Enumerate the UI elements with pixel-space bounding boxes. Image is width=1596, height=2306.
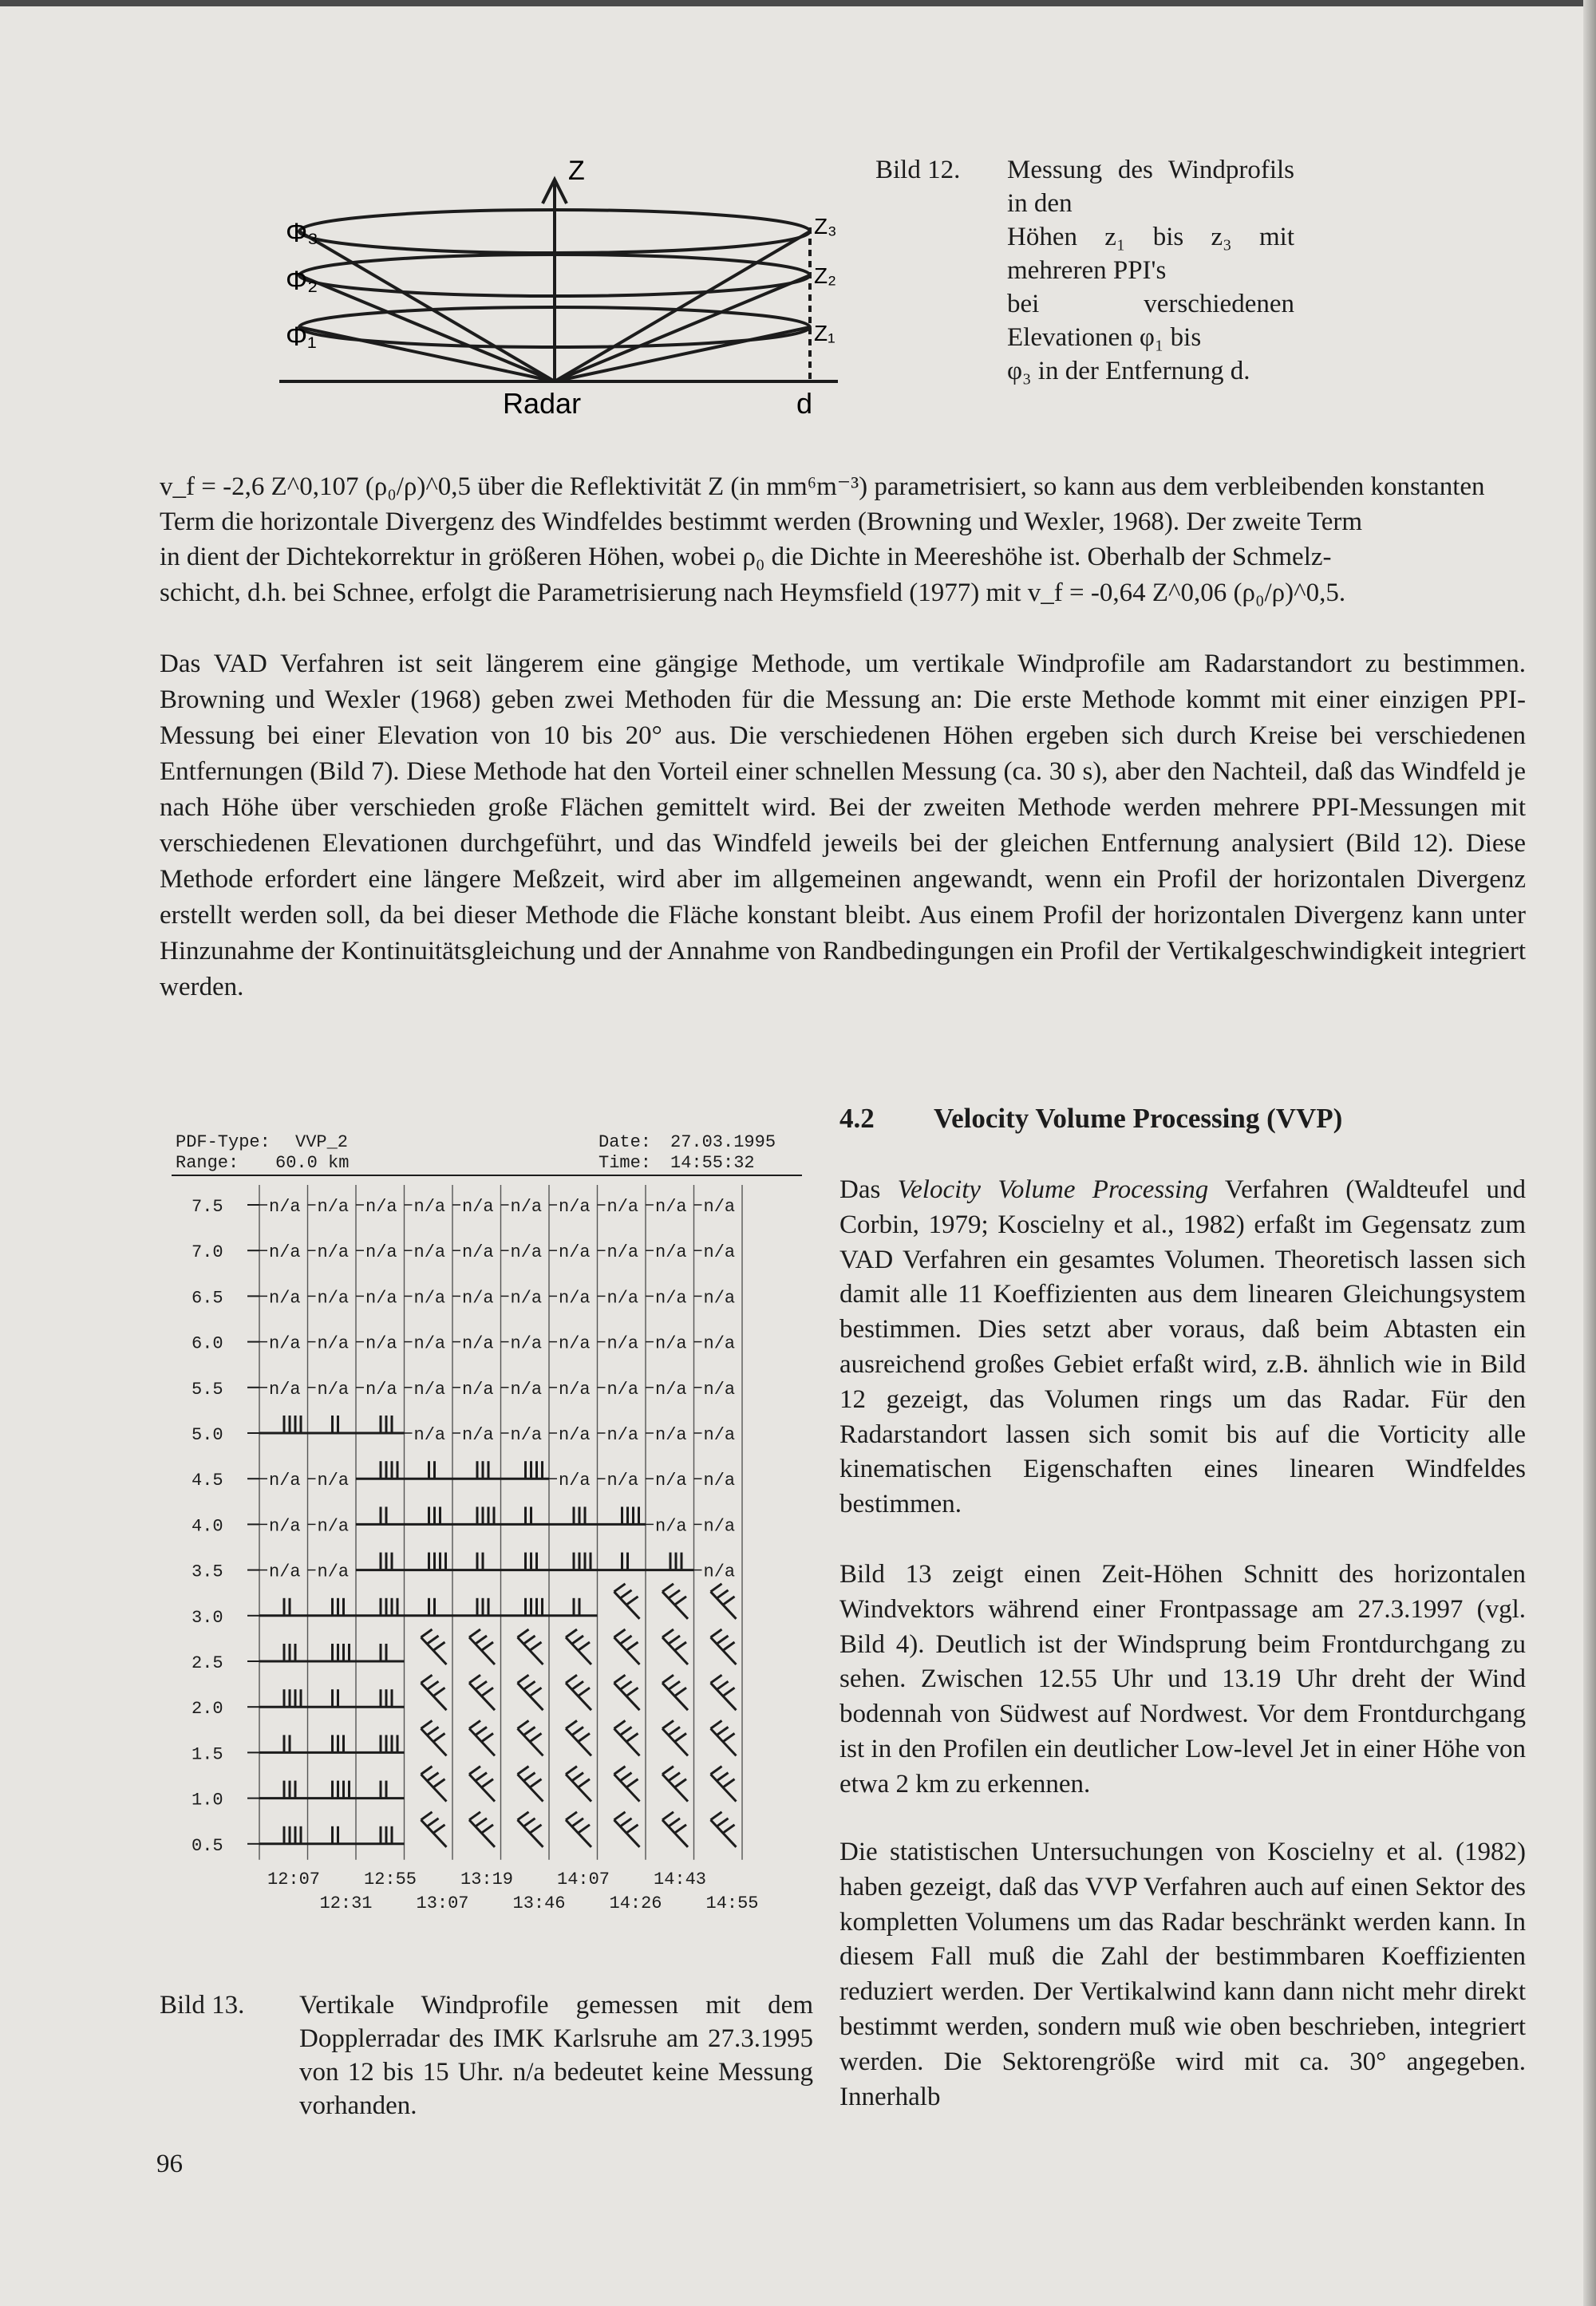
na-mark: n/a [462, 1242, 494, 1263]
figure-13-label: Bild 13. [160, 1991, 245, 2020]
na-mark: n/a [365, 1242, 397, 1263]
wind-barb-feather [711, 1629, 722, 1637]
wind-barb-feather [421, 1767, 433, 1775]
z1-label: Z₁ [814, 321, 836, 346]
na-mark: n/a [606, 1379, 639, 1400]
na-mark: n/a [413, 1379, 446, 1400]
wind-barb-feather [469, 1767, 480, 1775]
range-value: 60.0 km [275, 1153, 350, 1173]
na-mark: n/a [462, 1333, 494, 1354]
wind-barb-feather [614, 1675, 626, 1683]
wind-barb-staff [421, 1775, 447, 1802]
na-mark: n/a [559, 1379, 591, 1400]
wind-barb-staff [566, 1728, 591, 1755]
wind-barb-feather [724, 1688, 735, 1696]
wind-barb-feather [421, 1812, 433, 1820]
scan-top-edge [0, 0, 1596, 6]
na-mark: n/a [703, 1425, 736, 1445]
time-label: Time: [598, 1153, 652, 1173]
na-mark: n/a [413, 1333, 446, 1354]
elev-line-1-left [299, 327, 555, 381]
na-mark: n/a [462, 1379, 494, 1400]
na-mark: n/a [703, 1379, 736, 1400]
wind-barb-feather [627, 1779, 638, 1787]
wind-barb-feather [621, 1590, 632, 1598]
na-mark: n/a [703, 1562, 736, 1582]
wind-barb-feather [428, 1818, 439, 1826]
wind-barb-feather [717, 1818, 729, 1826]
wind-barb-staff [518, 1637, 543, 1664]
y-tick-label: 6.0 [192, 1333, 223, 1354]
wind-barb-feather [476, 1818, 487, 1826]
wind-barb-feather [476, 1636, 487, 1644]
wind-barb-feather [662, 1767, 674, 1775]
na-mark: n/a [559, 1471, 591, 1491]
wind-barb-feather [724, 1642, 735, 1650]
wind-barb-feather [579, 1825, 590, 1833]
y-tick-label: 7.5 [192, 1197, 223, 1217]
wind-barb-feather [421, 1720, 433, 1728]
wind-barb-feather [724, 1779, 735, 1787]
wind-barb-feather [669, 1590, 680, 1598]
elev-line-1-right [555, 327, 810, 381]
x-tick-label-upper: 12:55 [364, 1869, 417, 1889]
wind-barb-feather [724, 1597, 735, 1605]
na-mark: n/a [703, 1471, 736, 1491]
na-mark: n/a [655, 1197, 687, 1217]
figure-12-caption-line: bei verschiedenen Elevationen φ₁ bis [1007, 290, 1294, 352]
wind-barb-feather [476, 1727, 487, 1735]
wind-barb-staff [711, 1683, 737, 1710]
axis-z-label: Z [568, 156, 585, 186]
na-mark: n/a [655, 1333, 687, 1354]
wind-barb-staff [711, 1637, 737, 1664]
wind-barb-feather [675, 1733, 686, 1741]
na-mark: n/a [269, 1379, 301, 1400]
figure-12-diagram [263, 156, 870, 431]
wind-barb-feather [469, 1675, 480, 1683]
wind-barb-feather [524, 1636, 535, 1644]
na-mark: n/a [462, 1197, 494, 1217]
x-tick-label-upper: 14:43 [654, 1869, 707, 1889]
wind-barb-feather [662, 1675, 674, 1683]
wind-barb-staff [469, 1820, 495, 1847]
section-number: 4.2 [839, 1103, 875, 1134]
y-tick-label: 3.5 [192, 1562, 223, 1582]
wind-barb-feather [572, 1681, 583, 1689]
figure-13-caption: Vertikale Windprofile gemessen mit dem Dopplerradar des IMK Karlsruhe am 27.3.1995 von 12 bis 15 Uhr. n/a bedeutet keine Messung vorhanden. [299, 1991, 813, 2120]
wind-barb-feather [675, 1688, 686, 1696]
wind-barb-feather [662, 1720, 674, 1728]
wind-barb-staff [614, 1775, 640, 1802]
wind-barb-feather [669, 1727, 680, 1735]
wind-barb-feather [621, 1636, 632, 1644]
na-mark: n/a [365, 1333, 397, 1354]
wind-barb-feather [621, 1773, 632, 1781]
wind-barb-staff [566, 1775, 591, 1802]
figure-13-wind-profile-chart [168, 1129, 806, 1967]
x-tick-label-upper: 14:07 [557, 1869, 610, 1889]
wind-barb-staff [566, 1820, 591, 1847]
wind-barb-feather [572, 1727, 583, 1735]
wind-barb-feather [572, 1773, 583, 1781]
na-mark: n/a [703, 1197, 736, 1217]
date-value: 27.03.1995 [670, 1132, 776, 1152]
na-mark: n/a [269, 1471, 301, 1491]
wind-barb-feather [421, 1629, 433, 1637]
na-mark: n/a [413, 1197, 446, 1217]
na-mark: n/a [269, 1242, 301, 1263]
scan-right-edge [1583, 0, 1596, 2306]
na-mark: n/a [703, 1333, 736, 1354]
na-mark: n/a [269, 1197, 301, 1217]
wind-barb-staff [518, 1820, 543, 1847]
pdf-type-value: VVP_2 [295, 1132, 349, 1152]
wind-barb-staff [469, 1637, 495, 1664]
na-mark: n/a [269, 1516, 301, 1537]
paragraph-formula [160, 469, 1526, 610]
range-label: Range: [176, 1153, 239, 1173]
na-mark: n/a [703, 1516, 736, 1537]
paragraph-vvp-intro [839, 1173, 1526, 1522]
y-tick-label: 5.0 [192, 1425, 223, 1445]
na-mark: n/a [655, 1242, 687, 1263]
wind-barb-staff [421, 1637, 447, 1664]
wind-barb-feather [518, 1767, 529, 1775]
wind-barb-feather [717, 1727, 729, 1735]
na-mark: n/a [365, 1288, 397, 1309]
na-mark: n/a [365, 1197, 397, 1217]
paragraph-bild13-description: Bild 13 zeigt einen Zeit-Höhen Schnitt des horizontalen Windvektors während einer Frontpassage am 27.3.1997 (vgl. Bild 4). Deutlich ist der Windsprung beim Frontdurchgang zu sehen. Zwischen 12.55 Uhr und 13.19 Uhr dreht der Wind bodennah von Südwest auf Nordwest. Vor dem Frontdurchgang ist in den Profilen ein deutlicher Low-level Jet in einer Höhe von etwa 2 km zu erkennen. [839, 1560, 1526, 1799]
wind-barb-feather [621, 1818, 632, 1826]
na-mark: n/a [510, 1288, 543, 1309]
wind-barb-feather [669, 1818, 680, 1826]
na-mark: n/a [559, 1197, 591, 1217]
na-mark: n/a [317, 1562, 350, 1582]
wind-barb-feather [711, 1812, 722, 1820]
z3-label: Z₃ [814, 214, 837, 239]
wind-barb-feather [476, 1681, 487, 1689]
y-tick-label: 2.5 [192, 1653, 223, 1673]
wind-barb-feather [434, 1733, 445, 1741]
wind-barb-feather [627, 1597, 638, 1605]
wind-barb-feather [482, 1642, 493, 1650]
wind-barb-feather [428, 1636, 439, 1644]
wind-barb-feather [662, 1584, 674, 1592]
date-label: Date: [598, 1132, 652, 1152]
radar-label: Radar [503, 387, 582, 420]
wind-barb-staff [566, 1683, 591, 1710]
wind-barb-feather [675, 1825, 686, 1833]
wind-barb-staff [518, 1728, 543, 1755]
y-tick-label: 1.0 [192, 1790, 223, 1810]
wind-barb-staff [421, 1683, 447, 1710]
y-tick-label: 6.5 [192, 1288, 223, 1309]
elev-line-2-left [299, 275, 555, 381]
na-mark: n/a [703, 1288, 736, 1309]
wind-barb-feather [614, 1584, 626, 1592]
wind-barb-feather [579, 1779, 590, 1787]
wind-barb-staff [711, 1820, 737, 1847]
x-tick-label-lower: 14:55 [705, 1893, 759, 1913]
wind-barb-staff [614, 1728, 640, 1755]
wind-barb-feather [428, 1681, 439, 1689]
wind-barb-feather [482, 1733, 493, 1741]
na-mark: n/a [655, 1425, 687, 1445]
wind-barb-staff [469, 1683, 495, 1710]
x-tick-label-upper: 12:07 [267, 1869, 321, 1889]
wind-barb-feather [675, 1597, 686, 1605]
na-mark: n/a [462, 1425, 494, 1445]
wind-barb-feather [717, 1590, 729, 1598]
wind-barb-feather [518, 1720, 529, 1728]
wind-barb-feather [724, 1733, 735, 1741]
figure-12-caption-line: Höhen z₁ bis z₃ mit mehreren PPI's [1007, 223, 1294, 285]
wind-barb-feather [524, 1681, 535, 1689]
wind-barb-feather [482, 1825, 493, 1833]
wind-barb-staff [518, 1775, 543, 1802]
na-mark: n/a [317, 1333, 350, 1354]
wind-barb-feather [566, 1675, 577, 1683]
na-mark: n/a [510, 1333, 543, 1354]
phi1-label: Φ₁ [286, 322, 317, 352]
wind-barb-feather [428, 1773, 439, 1781]
y-tick-label: 4.0 [192, 1516, 223, 1537]
wind-barb-feather [711, 1720, 722, 1728]
wind-barb-feather [614, 1767, 626, 1775]
wind-barb-feather [476, 1773, 487, 1781]
section-title: Velocity Volume Processing (VVP) [934, 1103, 1343, 1134]
na-mark: n/a [413, 1288, 446, 1309]
na-mark: n/a [606, 1471, 639, 1491]
x-tick-label-lower: 13:46 [512, 1893, 566, 1913]
wind-barb-feather [675, 1642, 686, 1650]
wind-barb-feather [717, 1681, 729, 1689]
na-mark: n/a [655, 1379, 687, 1400]
wind-barb-staff [711, 1592, 737, 1619]
na-mark: n/a [317, 1197, 350, 1217]
wind-barb-feather [711, 1584, 722, 1592]
wind-barb-feather [434, 1688, 445, 1696]
wind-barb-staff [614, 1592, 640, 1619]
z2-label: Z₂ [814, 263, 836, 288]
na-mark: n/a [655, 1471, 687, 1491]
wind-barb-feather [621, 1681, 632, 1689]
wind-barb-feather [518, 1812, 529, 1820]
wind-barb-feather [711, 1675, 722, 1683]
wind-barb-feather [669, 1636, 680, 1644]
figure-12-label: Bild 12. [875, 156, 961, 184]
wind-barb-feather [627, 1642, 638, 1650]
wind-barb-staff [469, 1775, 495, 1802]
wind-barb-feather [614, 1812, 626, 1820]
na-mark: n/a [317, 1516, 350, 1537]
wind-barb-feather [566, 1767, 577, 1775]
wind-barb-staff [662, 1637, 688, 1664]
paragraph-statistics: Die statistischen Untersuchungen von Koscielny et al. (1982) haben gezeigt, daß das VVP Verfahren auch auf einen Sektor des kompletten Volumens um das Radar beschränkt werden kann. In diesem Fall muß die Zahl der bestimmbaren Koeffizienten reduziert werden. Der Vertikalwind kann dann nicht mehr direkt bestimmt werden, sondern muß wie oben beschrieben, integriert werden. Die Sektorengröße wird mit ca. 30° angegeben. Innerhalb [839, 1838, 1526, 2111]
wind-barb-feather [531, 1642, 542, 1650]
na-mark: n/a [606, 1288, 639, 1309]
na-mark: n/a [559, 1242, 591, 1263]
figure-12-caption-line: Messung des Windprofils in den [1007, 156, 1294, 218]
wind-barb-feather [579, 1688, 590, 1696]
wind-barb-feather [531, 1825, 542, 1833]
na-mark: n/a [510, 1379, 543, 1400]
wind-barb-staff [614, 1637, 640, 1664]
wind-barb-feather [717, 1773, 729, 1781]
na-mark: n/a [559, 1425, 591, 1445]
wind-barb-feather [572, 1636, 583, 1644]
y-tick-label: 5.5 [192, 1379, 223, 1400]
wind-barb-plot-area [192, 1185, 759, 1913]
wind-barb-staff [662, 1728, 688, 1755]
na-mark: n/a [462, 1288, 494, 1309]
wind-barb-staff [518, 1683, 543, 1710]
x-tick-label-lower: 13:07 [416, 1893, 469, 1913]
wind-barb-feather [469, 1812, 480, 1820]
time-value: 14:55:32 [670, 1153, 755, 1173]
y-tick-label: 0.5 [192, 1835, 223, 1856]
na-mark: n/a [559, 1333, 591, 1354]
wind-barb-staff [711, 1728, 737, 1755]
na-mark: n/a [606, 1333, 639, 1354]
wind-barb-feather [675, 1779, 686, 1787]
na-mark: n/a [559, 1288, 591, 1309]
distance-d-label: d [796, 387, 813, 420]
na-mark: n/a [655, 1516, 687, 1537]
wind-barb-feather [566, 1720, 577, 1728]
p3-pre: Das [839, 1175, 898, 1204]
elev-line-2-right [555, 275, 810, 381]
wind-barb-feather [614, 1629, 626, 1637]
formula-line-4: schicht, d.h. bei Schnee, erfolgt die Parametrisierung nach Heymsfield (1977) mit v_f = -0,64 Z^0,06 (ρ₀/ρ)^0,5. [160, 578, 1346, 607]
wind-barb-feather [662, 1812, 674, 1820]
na-mark: n/a [317, 1379, 350, 1400]
phi2-label: Φ₂ [286, 266, 318, 296]
wind-barb-staff [566, 1637, 591, 1664]
formula-line-3: in dient der Dichtekorrektur in größeren Höhen, wobei ρ₀ die Dichte in Meereshöhe ist. Oberhalb der Schmelz- [160, 543, 1332, 572]
wind-barb-feather [434, 1642, 445, 1650]
wind-barb-staff [614, 1683, 640, 1710]
na-mark: n/a [317, 1471, 350, 1491]
wind-barb-feather [469, 1629, 480, 1637]
na-mark: n/a [510, 1197, 543, 1217]
wind-barb-staff [469, 1728, 495, 1755]
wind-barb-feather [669, 1773, 680, 1781]
wind-barb-staff [711, 1775, 737, 1802]
wind-barb-feather [421, 1675, 433, 1683]
y-tick-label: 2.0 [192, 1699, 223, 1720]
y-tick-label: 1.5 [192, 1744, 223, 1765]
na-mark: n/a [269, 1562, 301, 1582]
wind-barb-staff [662, 1820, 688, 1847]
wind-barb-feather [627, 1688, 638, 1696]
wind-barb-feather [518, 1675, 529, 1683]
figure-12-caption-line: φ₃ in der Entfernung d. [1007, 357, 1250, 385]
na-mark: n/a [655, 1288, 687, 1309]
wind-barb-staff [662, 1683, 688, 1710]
figure-12-caption [1007, 153, 1294, 388]
wind-barb-staff [662, 1775, 688, 1802]
wind-barb-feather [627, 1825, 638, 1833]
wind-barb-feather [662, 1629, 674, 1637]
wind-barb-feather [724, 1825, 735, 1833]
na-mark: n/a [269, 1288, 301, 1309]
wind-barb-staff [421, 1820, 447, 1847]
na-mark: n/a [703, 1242, 736, 1263]
wind-barb-feather [434, 1825, 445, 1833]
pdf-type-label: PDF-Type: [176, 1132, 271, 1152]
na-mark: n/a [606, 1425, 639, 1445]
na-mark: n/a [606, 1197, 639, 1217]
wind-barb-feather [531, 1733, 542, 1741]
wind-barb-feather [524, 1818, 535, 1826]
wind-barb-feather [524, 1727, 535, 1735]
paragraph-vad: Das VAD Verfahren ist seit längerem eine gängige Methode, um vertikale Windprofile am Radarstandort zu bestimmen. Browning und Wexler (1968) geben zwei Methoden für die Messung an: Die erste Methode kommt mit einer einzigen PPI-Messung bei einer Elevation von 10 bis 20° aus. Die verschiedenen Höhen ergeben sich durch Kreise bei verschiedenen Entfernungen (Bild 7). Diese Methode hat den Vorteil einer schnellen Messung (ca. 30 s), aber den Nachteil, daß das Windfeld je nach Höhe über verschieden große Flächen gemittelt wird. Bei der zweiten Methode werden mehrere PPI-Messungen mit verschiedenen Elevationen durchgeführt, und das Windfeld jeweils bei der gleichen Entfernung analysiert (Bild 12). Diese Methode erfordert eine längere Meßzeit, wird aber im allgemeinen angewandt, wenn ein Profil der horizontalen Divergenz erstellt werden soll, da bei dieser Methode die Fläche konstant bleibt. Aus einem Profil der horizontalen Divergenz kann unter Hinzunahme der Kontinuitätsgleichung und der Annahme von Randbedingungen ein Profil der Vertikalgeschwindigkeit integriert werden. [160, 650, 1526, 1001]
wind-barb-feather [621, 1727, 632, 1735]
na-mark: n/a [413, 1242, 446, 1263]
wind-barb-feather [518, 1629, 529, 1637]
wind-barb-feather [579, 1642, 590, 1650]
x-tick-label-lower: 14:26 [609, 1893, 662, 1913]
wind-barb-feather [566, 1812, 577, 1820]
wind-barb-feather [531, 1688, 542, 1696]
formula-line-2: Term die horizontale Divergenz des Windfeldes bestimmt werden (Browning und Wexler, 1968). Der zweite Term [160, 507, 1363, 537]
wind-barb-staff [662, 1592, 688, 1619]
wind-barb-feather [717, 1636, 729, 1644]
na-mark: n/a [510, 1242, 543, 1263]
wind-barb-staff [614, 1820, 640, 1847]
x-tick-label-lower: 12:31 [319, 1893, 373, 1913]
wind-barb-feather [531, 1779, 542, 1787]
page-number: 96 [156, 2150, 183, 2178]
wind-barb-feather [482, 1688, 493, 1696]
wind-barb-feather [627, 1733, 638, 1741]
wind-barb-feather [566, 1629, 577, 1637]
na-mark: n/a [365, 1379, 397, 1400]
na-mark: n/a [413, 1425, 446, 1445]
y-tick-label: 4.5 [192, 1471, 223, 1491]
p3-emphasis: Velocity Volume Processing [897, 1175, 1209, 1204]
wind-barb-feather [469, 1720, 480, 1728]
y-tick-label: 3.0 [192, 1607, 223, 1628]
y-tick-label: 7.0 [192, 1242, 223, 1263]
wind-barb-feather [524, 1773, 535, 1781]
wind-barb-staff [421, 1728, 447, 1755]
wind-barb-feather [669, 1681, 680, 1689]
p3-post: Verfahren (Waldteufel und Corbin, 1979; Koscielny et al., 1982) erfaßt im Gegensatz zum VAD Verfahren ein gesamtes Volumen. Theoretisch lassen sich damit alle 11 Koeffizienten aus dem linearen Gleichungsystem bestimmen. Dies setzt aber voraus, daß beim Abtasten ein ausreichend großes Gebiet erfaßt wird, z.B. ähnlich wie in Bild 12 gezeigt, das Volumen rings um das Radar. Für den Radarstandort lassen sich somit bis auf die Vorticity alle kinematischen Eigenschaften eines linearen Windfeldes bestimmen. [839, 1175, 1527, 1519]
phi3-label: Φ₃ [286, 218, 318, 248]
na-mark: n/a [317, 1242, 350, 1263]
na-mark: n/a [510, 1425, 543, 1445]
wind-barb-feather [614, 1720, 626, 1728]
wind-barb-feather [482, 1779, 493, 1787]
formula-line-1: v_f = -2,6 Z^0,107 (ρ₀/ρ)^0,5 über die Reflektivität Z (in mm⁶m⁻³) parametrisiert, so kann aus dem verbleibenden konstanten [160, 472, 1485, 501]
wind-barb-feather [572, 1818, 583, 1826]
x-tick-label-upper: 13:19 [460, 1869, 514, 1889]
wind-barb-feather [711, 1767, 722, 1775]
na-mark: n/a [317, 1288, 350, 1309]
na-mark: n/a [606, 1242, 639, 1263]
na-mark: n/a [269, 1333, 301, 1354]
wind-barb-feather [434, 1779, 445, 1787]
wind-barb-feather [579, 1733, 590, 1741]
wind-barb-feather [428, 1727, 439, 1735]
